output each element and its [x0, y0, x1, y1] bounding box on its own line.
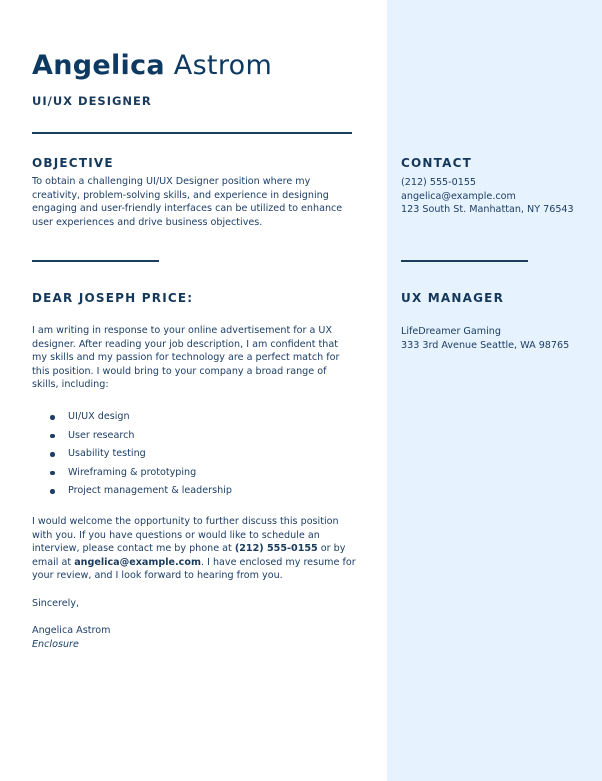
skill-item [32, 464, 232, 483]
skill-label: Usability testing [68, 448, 146, 459]
sign-off: Sincerely, [32, 598, 80, 609]
closing-line: I would welcome the opportunity to further discuss this position [32, 516, 339, 527]
objective-line: engaging and user-friendly interfaces can be utilized to enhance [32, 203, 343, 215]
job-title: UI/UX DESIGNER [32, 94, 152, 108]
contact-phone: (212) 555-0155 [401, 177, 477, 188]
skills-list [32, 408, 232, 501]
closing-email: angelica@example.com [74, 556, 201, 568]
skill-label: Wireframing & prototyping [68, 466, 197, 478]
skill-item [32, 427, 232, 446]
contact-address: 123 South St. Manhattan, NY 76543 [401, 204, 574, 216]
closing-line: your review, and I look forward to hearing from you. [32, 570, 283, 582]
letter-intro [32, 324, 339, 392]
objective-line: user experiences and drive business objectives. [32, 216, 263, 228]
letter-closing [32, 515, 356, 583]
recipient-role: UX MANAGER [401, 291, 505, 305]
intro-line: skills, including: [32, 379, 109, 391]
first-name: Angelica [32, 50, 165, 81]
signature-block [32, 624, 110, 651]
contact-email: angelica@example.com [401, 190, 516, 202]
objective-line: creativity, problem-solving skills, and experience in designing [32, 189, 329, 201]
bullet-icon [50, 415, 55, 420]
skill-label: Project management & leadership [68, 485, 232, 496]
objective-text [32, 175, 342, 229]
skill-item [32, 445, 232, 464]
closing-text: interview, please contact me by phone at [32, 543, 235, 555]
closing-line: with you. If you have questions or would like to schedule an [32, 529, 320, 541]
salutation: DEAR JOSEPH PRICE: [32, 291, 194, 305]
recipient-company: LifeDreamer Gaming [401, 326, 501, 337]
skill-item [32, 408, 232, 427]
bullet-icon [50, 489, 55, 494]
applicant-name [32, 50, 272, 81]
sidebar-panel [387, 0, 602, 781]
bullet-icon [50, 471, 55, 476]
header-divider [32, 132, 352, 134]
recipient-details [401, 325, 569, 352]
closing-line [32, 542, 356, 556]
skill-label: UI/UX design [68, 411, 130, 422]
closing-line [32, 556, 356, 570]
last-name: Astrom [173, 50, 273, 81]
bullet-icon [50, 452, 55, 457]
skill-label: User research [68, 429, 135, 441]
signature-name: Angelica Astrom [32, 625, 111, 636]
left-divider [32, 260, 159, 262]
closing-text: . I have enclosed my resume for [200, 556, 356, 568]
skill-item [32, 482, 232, 501]
contact-details [401, 176, 574, 217]
closing-phone: (212) 555-0155 [234, 543, 318, 555]
enclosure-note: Enclosure [32, 638, 79, 650]
intro-line: this position. I would bring to your company a broad range of [32, 365, 327, 377]
intro-line: designer. After reading your job description, I am confident that [32, 338, 338, 350]
intro-line: I am writing in response to your online advertisement for a UX [32, 325, 333, 336]
objective-line: To obtain a challenging UI/UX Designer position where my [32, 176, 311, 187]
closing-text: email at [32, 556, 75, 568]
bullet-icon [50, 434, 55, 439]
intro-line: my skills and my passion for technology are a perfect match for [32, 352, 340, 364]
right-divider [401, 260, 528, 262]
recipient-address: 333 3rd Avenue Seattle, WA 98765 [401, 339, 570, 351]
objective-heading: OBJECTIVE [32, 156, 114, 170]
closing-text: or by [317, 543, 346, 555]
contact-heading: CONTACT [401, 156, 472, 170]
